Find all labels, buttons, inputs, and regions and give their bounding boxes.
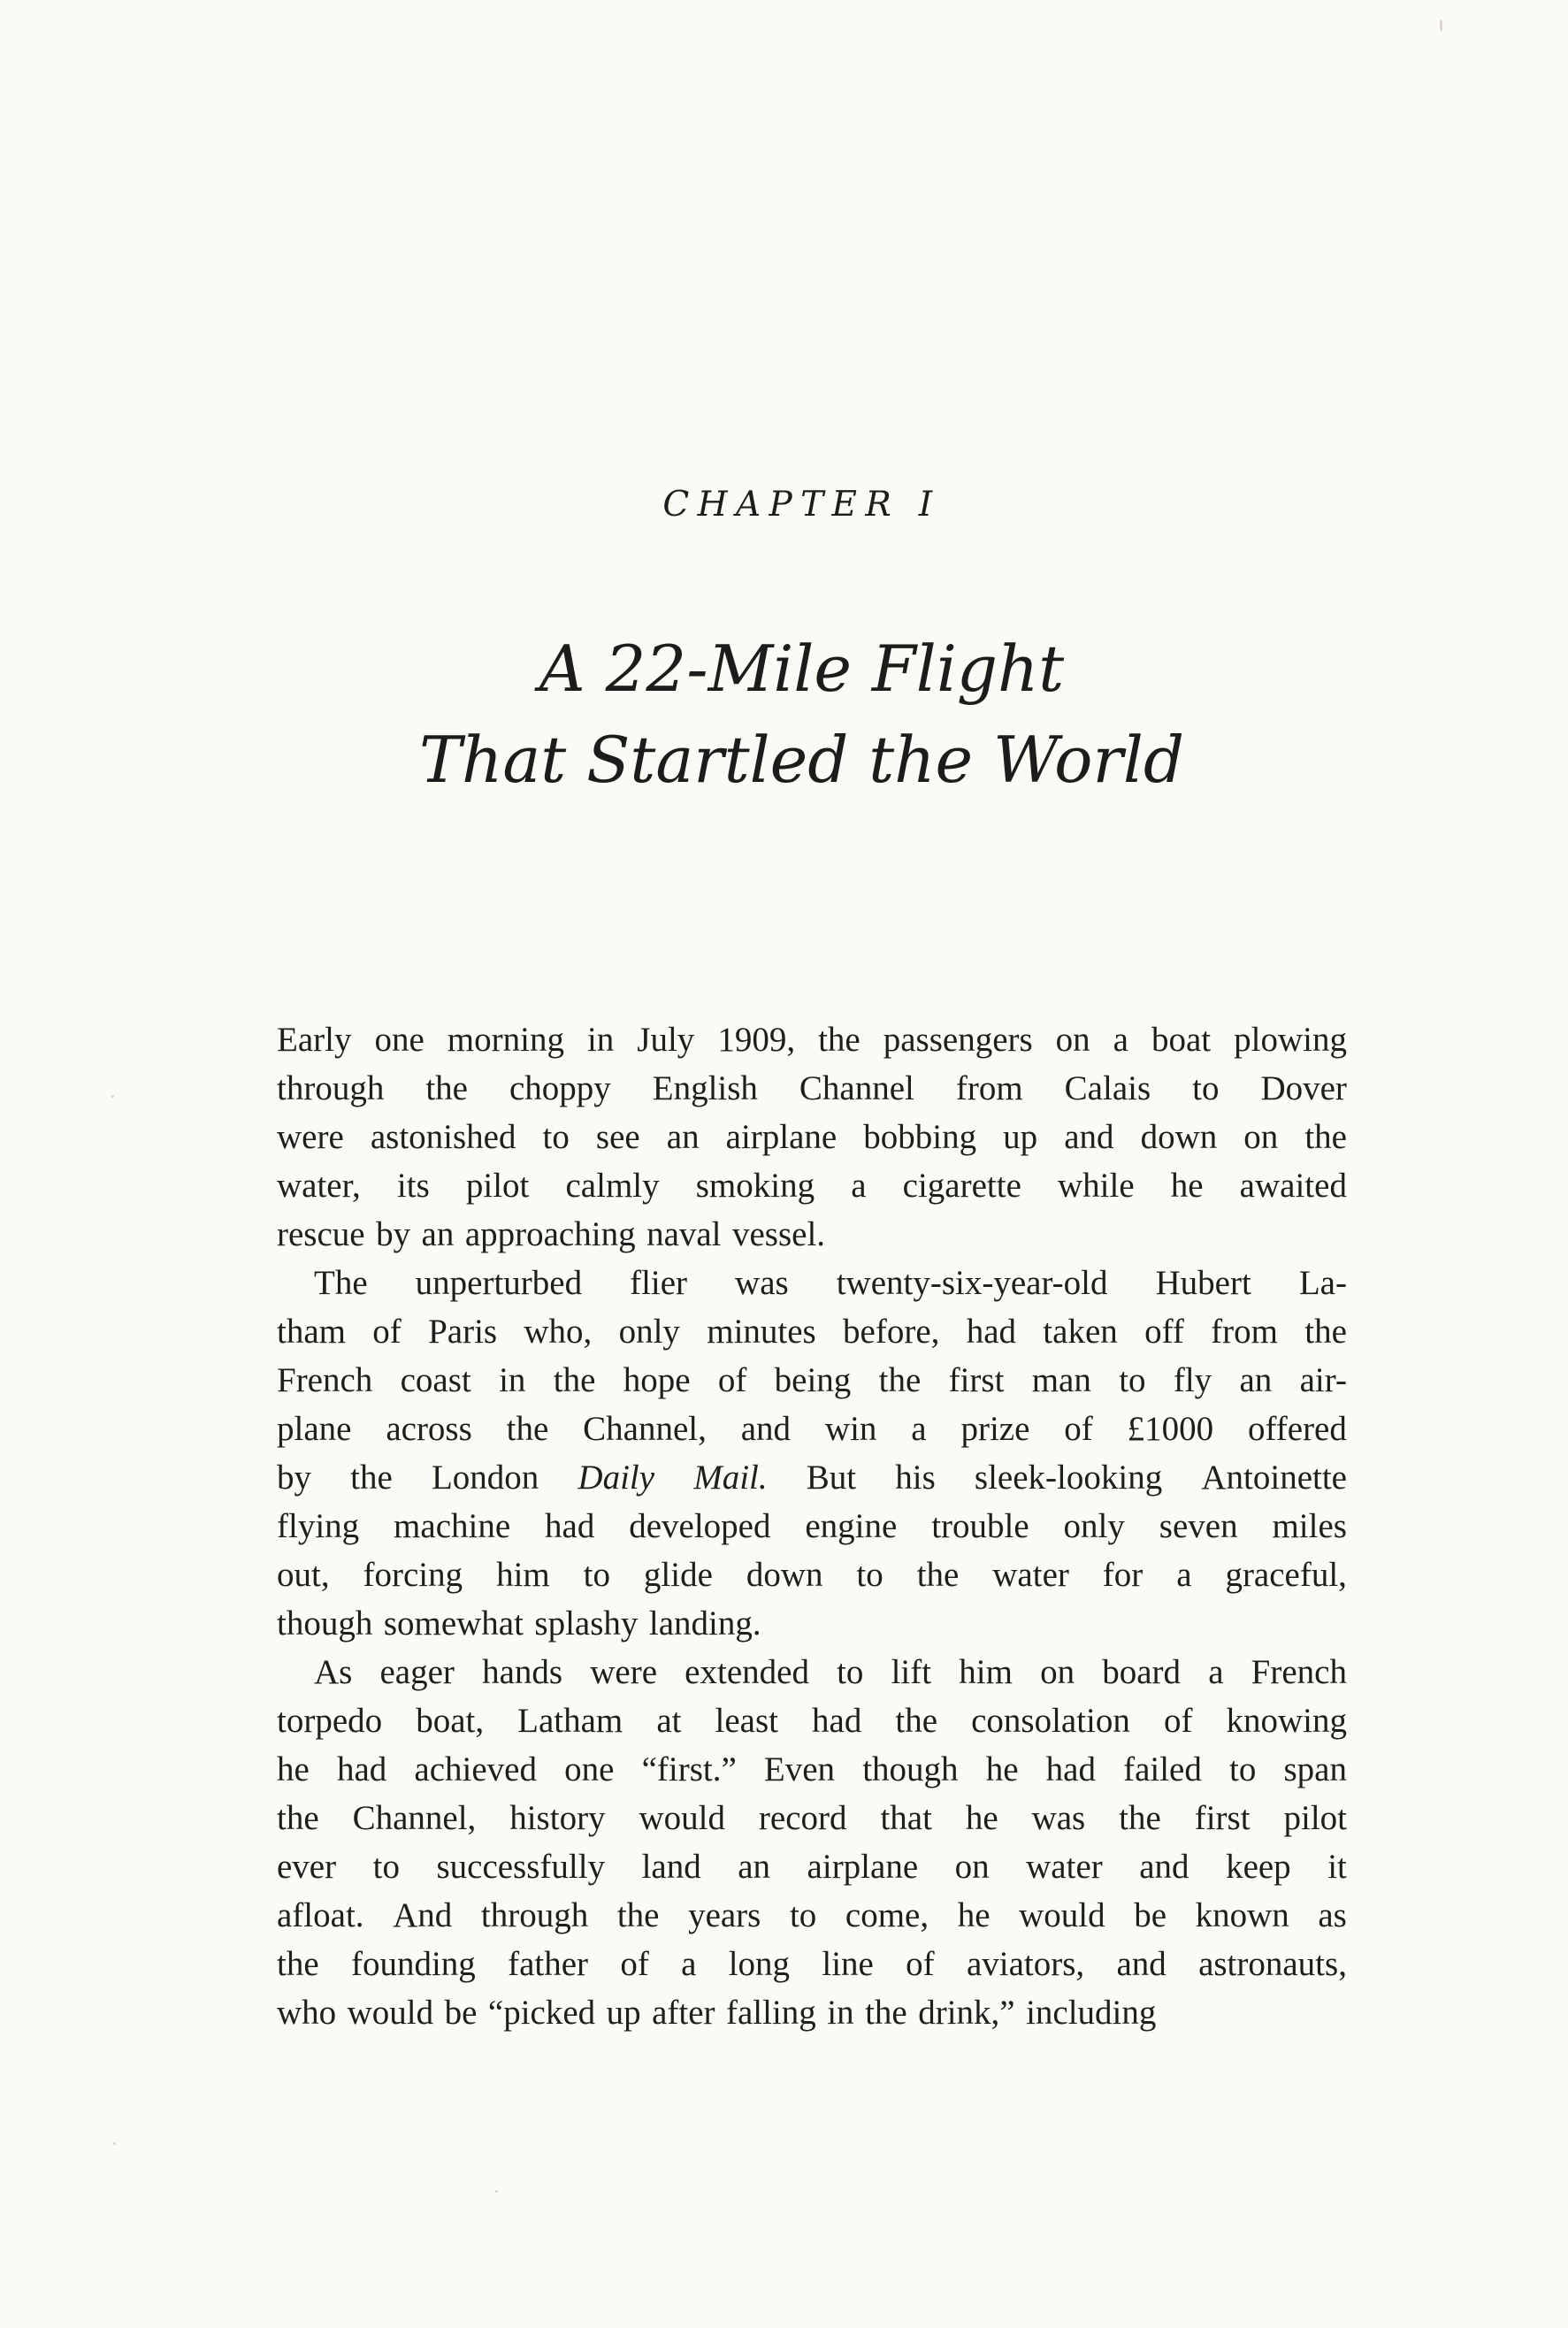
word: the xyxy=(425,1069,468,1107)
word: see xyxy=(595,1118,640,1156)
paper-speck xyxy=(495,2190,498,2193)
word: an xyxy=(738,1848,771,1886)
word: the xyxy=(916,1556,960,1594)
word: to xyxy=(856,1556,883,1594)
word: naval xyxy=(646,1215,722,1253)
paper-speck xyxy=(113,2142,116,2145)
word: Even xyxy=(763,1750,836,1788)
word: would xyxy=(347,1994,434,2032)
word: only xyxy=(618,1313,680,1351)
word: pilot xyxy=(465,1167,530,1205)
word: afloat. xyxy=(277,1896,364,1934)
word: air- xyxy=(1299,1361,1347,1399)
word: from xyxy=(955,1069,1023,1107)
word: landing. xyxy=(648,1604,761,1643)
word: he xyxy=(1170,1167,1204,1205)
word: the xyxy=(1304,1118,1347,1156)
word: of xyxy=(717,1361,747,1399)
word: Dover xyxy=(1260,1069,1347,1107)
word: torpedo xyxy=(277,1702,383,1740)
word: him xyxy=(959,1653,1013,1691)
text-line xyxy=(277,1064,1347,1113)
word: sleek-looking xyxy=(974,1459,1163,1497)
text-line xyxy=(314,1259,1347,1307)
text-line xyxy=(277,1210,1347,1259)
word: minutes xyxy=(707,1313,816,1351)
word: off xyxy=(1144,1313,1184,1351)
word: first xyxy=(1194,1799,1251,1837)
paper-speck xyxy=(111,1095,114,1098)
word: astronauts, xyxy=(1198,1945,1347,1983)
word: falling xyxy=(726,1994,816,2032)
word: somewhat xyxy=(383,1604,524,1643)
word: to xyxy=(372,1848,400,1886)
word: “first.” xyxy=(641,1750,737,1788)
word: developed xyxy=(629,1507,771,1545)
word: water, xyxy=(277,1167,361,1205)
word: and xyxy=(1139,1848,1189,1886)
word: was xyxy=(735,1264,789,1302)
word: Channel, xyxy=(583,1410,707,1448)
word: hands xyxy=(482,1653,563,1691)
word: Hubert xyxy=(1155,1264,1251,1302)
word: first xyxy=(948,1361,1005,1399)
word: tham xyxy=(277,1313,346,1351)
word: French xyxy=(277,1361,373,1399)
word: English xyxy=(652,1069,758,1107)
word: would xyxy=(1019,1896,1105,1934)
word: founding xyxy=(350,1945,476,1983)
word: drink,” xyxy=(918,1994,1015,2032)
word: glide xyxy=(643,1556,713,1594)
word: to xyxy=(837,1653,864,1691)
word: to xyxy=(1119,1361,1146,1399)
word: on xyxy=(954,1848,990,1886)
word: the xyxy=(553,1361,596,1399)
word: had xyxy=(966,1313,1016,1351)
word: on xyxy=(1243,1118,1279,1156)
word: choppy xyxy=(509,1069,611,1107)
word: prize xyxy=(960,1410,1030,1448)
word: the xyxy=(616,1896,660,1934)
text-line xyxy=(277,1599,1347,1648)
word: an xyxy=(421,1215,455,1253)
word: boat xyxy=(1151,1021,1212,1059)
word: London xyxy=(431,1459,539,1497)
word: As xyxy=(314,1653,353,1691)
word: the xyxy=(1119,1799,1161,1837)
word: £1000 xyxy=(1127,1410,1214,1448)
word: Paris xyxy=(428,1313,498,1351)
word: was xyxy=(1031,1799,1086,1837)
word: Early xyxy=(277,1021,352,1059)
word: eager xyxy=(379,1653,455,1691)
word: its xyxy=(396,1167,430,1205)
word: on xyxy=(1040,1653,1075,1691)
word: up xyxy=(1003,1118,1038,1156)
word: to xyxy=(1192,1069,1220,1107)
word: calmly xyxy=(565,1167,660,1205)
word: down xyxy=(1140,1118,1218,1156)
word: extended xyxy=(685,1653,809,1691)
word: “picked xyxy=(487,1994,596,2032)
word: had xyxy=(336,1750,387,1788)
word: through xyxy=(277,1069,385,1107)
word: splashy xyxy=(534,1604,639,1643)
word: engine xyxy=(805,1507,898,1545)
word: vessel. xyxy=(732,1215,826,1253)
text-line xyxy=(277,1988,1347,2037)
word: to xyxy=(1229,1750,1257,1788)
word: ever xyxy=(277,1848,337,1886)
word: years xyxy=(688,1896,761,1934)
word: record xyxy=(758,1799,847,1837)
word: astonished xyxy=(370,1118,516,1156)
word: approaching xyxy=(464,1215,636,1253)
word: of xyxy=(906,1945,935,1983)
text-line xyxy=(277,1842,1347,1891)
paragraph xyxy=(277,1648,1347,2037)
body-text xyxy=(277,1015,1347,2037)
word: But xyxy=(806,1459,857,1497)
word: achieved xyxy=(414,1750,537,1788)
word: down xyxy=(746,1556,823,1594)
word: to xyxy=(542,1118,570,1156)
word: the xyxy=(895,1702,938,1740)
word: and xyxy=(1064,1118,1114,1156)
word: up xyxy=(606,1994,641,2032)
word: Mail. xyxy=(693,1459,768,1497)
paper-speck xyxy=(1440,19,1442,32)
word: that xyxy=(880,1799,932,1837)
word: flier xyxy=(630,1264,688,1302)
word: in xyxy=(827,1994,854,2032)
word: he xyxy=(985,1750,1019,1788)
chapter-title-line-1: A 22-Mile Flight xyxy=(539,632,1065,706)
word: flying xyxy=(277,1507,360,1545)
word: an xyxy=(666,1118,700,1156)
word: while xyxy=(1057,1167,1135,1205)
chapter-title-line-2: That Startled the World xyxy=(418,723,1185,797)
word: lift xyxy=(891,1653,932,1691)
word: Calais xyxy=(1064,1069,1151,1107)
word: one xyxy=(374,1021,425,1059)
word: had xyxy=(812,1702,862,1740)
word: be xyxy=(1134,1896,1167,1934)
word: Daily xyxy=(577,1459,655,1497)
chapter-title xyxy=(0,624,1568,806)
word: bobbing xyxy=(863,1118,977,1156)
word: morning xyxy=(447,1021,564,1059)
word: a xyxy=(1176,1556,1192,1594)
word: as xyxy=(1318,1896,1347,1934)
text-line xyxy=(277,1891,1347,1940)
word: of xyxy=(620,1945,649,1983)
word: forcing xyxy=(363,1556,463,1594)
word: Antoinette xyxy=(1201,1459,1347,1497)
paragraph xyxy=(277,1259,1347,1648)
word: on xyxy=(1055,1021,1090,1059)
word: smoking xyxy=(695,1167,815,1205)
word: miles xyxy=(1272,1507,1347,1545)
word: machine xyxy=(394,1507,511,1545)
word: Channel, xyxy=(352,1799,477,1837)
word: only xyxy=(1063,1507,1125,1545)
word: who, xyxy=(524,1313,593,1351)
word: come, xyxy=(845,1896,929,1934)
chapter-label: CHAPTER I xyxy=(662,485,941,525)
word: the xyxy=(277,1799,319,1837)
text-line xyxy=(277,1015,1347,1064)
word: a xyxy=(681,1945,697,1983)
word: the xyxy=(818,1021,860,1059)
word: twenty-six-year-old xyxy=(836,1264,1108,1302)
text-line xyxy=(277,1551,1347,1599)
word: a xyxy=(1208,1653,1224,1691)
word: man xyxy=(1031,1361,1091,1399)
word: of xyxy=(1064,1410,1093,1448)
word: he xyxy=(277,1750,310,1788)
word: and xyxy=(1116,1945,1166,1983)
word: an xyxy=(1239,1361,1273,1399)
word: he xyxy=(957,1896,991,1934)
word: the xyxy=(277,1945,319,1983)
word: known xyxy=(1195,1896,1289,1934)
text-line xyxy=(277,1356,1347,1405)
word: unperturbed xyxy=(415,1264,583,1302)
word: the xyxy=(865,1994,907,2032)
word: before, xyxy=(843,1313,940,1351)
word: Latham xyxy=(517,1702,623,1740)
word: and xyxy=(740,1410,792,1448)
word: cigarette xyxy=(902,1167,1021,1205)
word: father xyxy=(508,1945,589,1983)
word: knowing xyxy=(1226,1702,1347,1740)
text-line xyxy=(277,1161,1347,1210)
word: The xyxy=(314,1264,368,1302)
word: being xyxy=(774,1361,852,1399)
word: failed xyxy=(1123,1750,1202,1788)
word: a xyxy=(851,1167,867,1205)
word: land xyxy=(641,1848,701,1886)
word: in xyxy=(586,1021,615,1059)
word: had xyxy=(545,1507,595,1545)
text-line xyxy=(277,1940,1347,1988)
word: had xyxy=(1045,1750,1096,1788)
word: the xyxy=(350,1459,393,1497)
text-line xyxy=(277,1502,1347,1551)
word: for xyxy=(1102,1556,1143,1594)
word: including xyxy=(1026,1994,1157,2032)
word: history xyxy=(509,1799,606,1837)
word: La- xyxy=(1298,1264,1347,1302)
word: passengers xyxy=(883,1021,1033,1059)
word: of xyxy=(372,1313,402,1351)
word: the xyxy=(878,1361,922,1399)
word: were xyxy=(277,1118,344,1156)
word: him xyxy=(496,1556,550,1594)
word: airplane xyxy=(725,1118,838,1156)
word: after xyxy=(652,1994,715,2032)
text-line xyxy=(314,1648,1347,1696)
word: coast xyxy=(400,1361,471,1399)
word: though xyxy=(277,1604,373,1643)
word: span xyxy=(1283,1750,1347,1788)
word: July xyxy=(637,1021,695,1059)
word: by xyxy=(277,1459,311,1497)
word: line xyxy=(822,1945,874,1983)
word: rescue xyxy=(277,1215,365,1253)
word: of xyxy=(1163,1702,1193,1740)
word: the xyxy=(506,1410,549,1448)
word: water xyxy=(992,1556,1069,1594)
text-line xyxy=(277,1307,1347,1356)
text-line xyxy=(277,1794,1347,1842)
word: Channel xyxy=(799,1069,914,1107)
word: 1909, xyxy=(717,1021,796,1059)
word: water xyxy=(1026,1848,1103,1886)
text-line xyxy=(277,1113,1347,1161)
word: would xyxy=(639,1799,725,1837)
word: be xyxy=(444,1994,478,2032)
word: airplane xyxy=(807,1848,919,1886)
word: to xyxy=(789,1896,817,1934)
word: aviators, xyxy=(966,1945,1085,1983)
word: across xyxy=(386,1410,472,1448)
word: it xyxy=(1327,1848,1347,1886)
word: pilot xyxy=(1283,1799,1347,1837)
text-line xyxy=(277,1405,1347,1453)
word: And xyxy=(393,1896,453,1934)
word: who xyxy=(277,1994,337,2032)
word: fly xyxy=(1173,1361,1212,1399)
word: keep xyxy=(1226,1848,1291,1886)
word: trouble xyxy=(931,1507,1029,1545)
word: taken xyxy=(1043,1313,1118,1351)
word: offered xyxy=(1247,1410,1347,1448)
word: he xyxy=(965,1799,998,1837)
word: win xyxy=(824,1410,877,1448)
word: consolation xyxy=(971,1702,1130,1740)
word: least xyxy=(715,1702,778,1740)
word: though xyxy=(862,1750,959,1788)
word: out, xyxy=(277,1556,330,1594)
word: seven xyxy=(1159,1507,1238,1545)
word: at xyxy=(656,1702,682,1740)
word: from xyxy=(1211,1313,1278,1351)
word: one xyxy=(564,1750,615,1788)
word: awaited xyxy=(1239,1167,1347,1205)
text-line xyxy=(277,1745,1347,1794)
word: in xyxy=(499,1361,526,1399)
word: to xyxy=(583,1556,610,1594)
word: were xyxy=(590,1653,658,1691)
word: by xyxy=(376,1215,411,1253)
word: French xyxy=(1251,1653,1347,1691)
text-line xyxy=(277,1696,1347,1745)
word: through xyxy=(480,1896,589,1934)
word: the xyxy=(1304,1313,1347,1351)
word: graceful, xyxy=(1225,1556,1347,1594)
word: long xyxy=(728,1945,791,1983)
word: plane xyxy=(277,1410,352,1448)
paragraph xyxy=(277,1015,1347,1259)
word: a xyxy=(1113,1021,1128,1059)
word: plowing xyxy=(1234,1021,1347,1059)
text-line xyxy=(277,1453,1347,1502)
word: boat, xyxy=(416,1702,485,1740)
word: board xyxy=(1102,1653,1182,1691)
word: a xyxy=(911,1410,927,1448)
word: hope xyxy=(623,1361,691,1399)
word: his xyxy=(895,1459,936,1497)
word: successfully xyxy=(436,1848,606,1886)
